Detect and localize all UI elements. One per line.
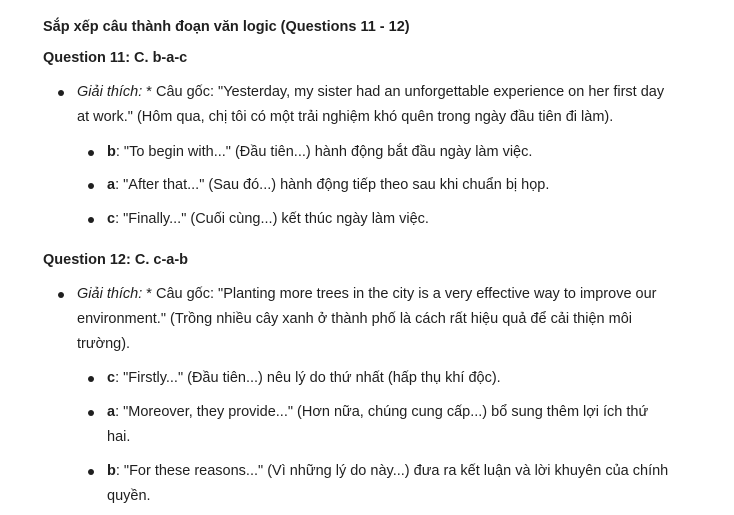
bullet-dot bbox=[58, 292, 64, 298]
section-title: Sắp xếp câu thành đoạn văn logic (Questions 11 - 12) bbox=[43, 19, 410, 35]
item-key: a bbox=[107, 404, 116, 420]
item-key: a bbox=[107, 177, 116, 193]
sub-bullet-dot bbox=[88, 183, 94, 189]
question-12-item-1 bbox=[107, 366, 687, 391]
question-11-title: Question 11: C. b-a-c bbox=[43, 50, 188, 66]
question-11-explanation bbox=[77, 80, 677, 130]
explanation-label: Giải thích: bbox=[77, 286, 143, 302]
item-key: b bbox=[107, 144, 116, 160]
item-text: : "Firstly..." (Đầu tiên...) nêu lý do thứ nhất (hấp thụ khí độc). bbox=[115, 370, 501, 386]
item-text: : "Moreover, they provide..." (Hơn nữa, chúng cung cấp...) bổ sung thêm lợi ích thứ hai. bbox=[107, 404, 649, 445]
question-12-item-2 bbox=[107, 400, 672, 450]
item-text: : "To begin with..." (Đầu tiên...) hành động bắt đầu ngày làm việc. bbox=[115, 144, 533, 160]
item-key: c bbox=[107, 370, 116, 386]
item-text: : "For these reasons..." (Vì những lý do này...) đưa ra kết luận và lời khuyên của chính quyền. bbox=[107, 463, 669, 504]
sub-bullet-dot bbox=[88, 217, 94, 223]
sub-bullet-dot bbox=[88, 376, 94, 382]
question-11-item-2 bbox=[107, 173, 687, 198]
item-key: b bbox=[107, 463, 116, 479]
item-text: : "Finally..." (Cuối cùng...) kết thúc ngày làm việc. bbox=[115, 211, 429, 227]
sub-bullet-dot bbox=[88, 150, 94, 156]
explanation-text: * Câu gốc: "Yesterday, my sister had an unforgettable experience on her first day at work." (Hôm qua, chị tôi có một trải nghiệm khó quên trong ngày đầu tiên đi làm). bbox=[77, 84, 665, 125]
item-text: : "After that..." (Sau đó...) hành động tiếp theo sau khi chuẩn bị họp. bbox=[115, 177, 550, 193]
sub-bullet-dot bbox=[88, 469, 94, 475]
item-key: c bbox=[107, 211, 116, 227]
bullet-dot bbox=[58, 90, 64, 96]
sub-bullet-dot bbox=[88, 410, 94, 416]
question-12-explanation bbox=[77, 282, 677, 357]
question-11-item-1 bbox=[107, 140, 687, 165]
question-11-item-3 bbox=[107, 207, 687, 232]
explanation-text: * Câu gốc: "Planting more trees in the city is a very effective way to improve our environment." (Trồng nhiều cây xanh ở thành phố là cách rất hiệu quả để cải thiện môi trường). bbox=[77, 286, 657, 352]
question-12-title: Question 12: C. c-a-b bbox=[43, 252, 189, 268]
question-12-item-3 bbox=[107, 459, 672, 509]
explanation-label: Giải thích: bbox=[77, 84, 143, 100]
